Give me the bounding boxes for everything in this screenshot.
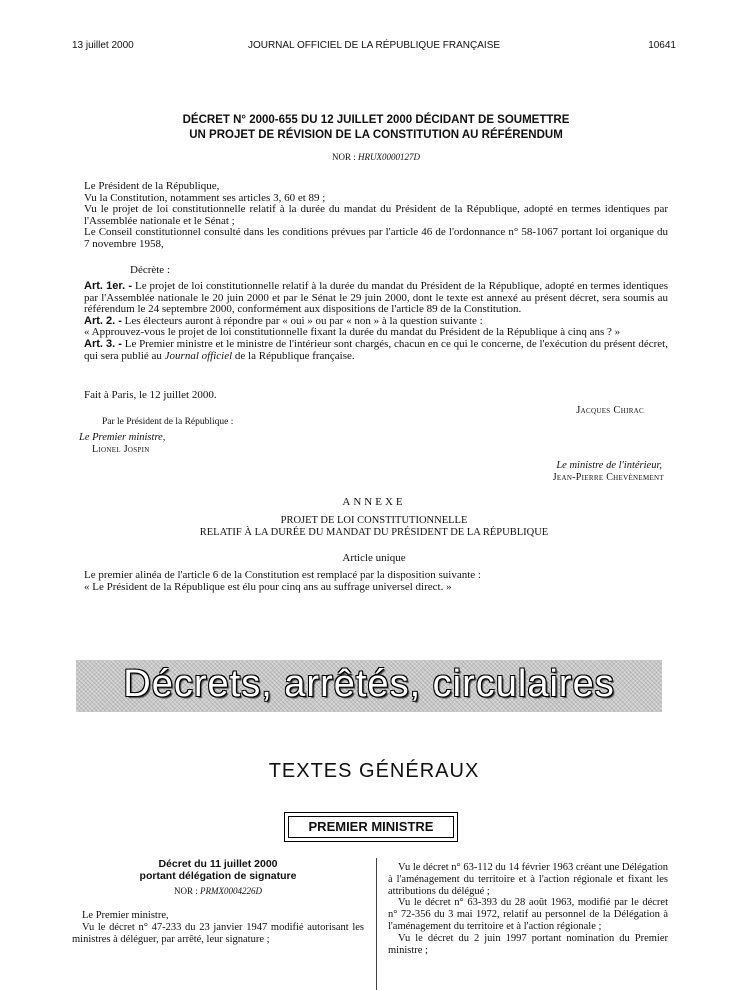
issue-date: 13 juillet 2000 <box>72 40 134 51</box>
preamble-para: Le Président de la République, <box>84 180 220 192</box>
art3-text-a: Le Premier ministre et le ministre de l'intérieur sont chargés, chacun en ce qui le concerne, de l'exécution du présent décret, qui sera publié au <box>84 337 668 362</box>
art3-text-b: de la République française. <box>232 349 355 362</box>
article-3 <box>84 339 668 362</box>
article-1 <box>84 281 668 316</box>
nor-code: PRMX0004226D <box>200 886 262 896</box>
decree-articles <box>84 281 668 362</box>
page-header <box>72 40 676 54</box>
decree2-nor <box>72 886 364 896</box>
nor-code: HRUX0000127D <box>358 152 420 162</box>
projet-line2: RELATIF À LA DURÉE DU MANDAT DU PRÉSIDENT DE LA RÉPUBLIQUE <box>199 527 549 538</box>
right-para: Vu le décret n° 63-112 du 14 février 1963 créant une Délégation à l'aménagement du territoire et à l'action régionale et fixant les attributions du délégué ; <box>388 862 668 897</box>
pm-title: Le Premier ministre, <box>79 432 166 443</box>
journal-title: JOURNAL OFFICIEL DE LA RÉPUBLIQUE FRANÇAISE <box>247 40 501 51</box>
decree2-left-column <box>72 858 364 945</box>
projet-line1: PROJET DE LOI CONSTITUTIONNELLE <box>280 515 468 526</box>
right-para: Vu le décret du 2 juin 1997 portant nomination du Premier ministre ; <box>388 932 668 956</box>
art1-label: Art. 1er. - <box>84 280 133 292</box>
annexe-para: Le premier alinéa de l'article 6 de la Constitution est remplacé par la disposition suivante : <box>84 569 481 581</box>
decree-title <box>84 113 668 143</box>
pm-name: Lionel Jospin <box>92 444 150 455</box>
signatory-president: Jacques Chirac <box>576 405 644 416</box>
annexe-text <box>84 570 668 593</box>
preamble-para: Le Conseil constitutionnel consulté dans les conditions prévues par l'article 46 de l'ordonnance n° 58-1067 portant loi organique du 7 novembre 1958, <box>84 226 668 250</box>
nor-label: NOR : <box>173 886 200 896</box>
decree-title-line1: DÉCRET N° 2000-655 DU 12 JUILLET 2000 DÉCIDANT DE SOUMETTRE <box>182 114 570 126</box>
decree-nor <box>84 152 668 162</box>
page-number: 10641 <box>648 40 676 51</box>
decree-title-line2: UN PROJET DE RÉVISION DE LA CONSTITUTION AU RÉFÉRENDUM <box>189 129 563 141</box>
decree2-title-line1: Décret du 11 juillet 2000 <box>158 858 278 870</box>
ministry-label: PREMIER MINISTRE <box>288 816 454 838</box>
annexe-para: « Le Président de la République est élu pour cinq ans au suffrage universel direct. » <box>84 580 452 593</box>
annexe-projet <box>0 515 748 539</box>
left-para: Le Premier ministre, <box>82 910 169 921</box>
par-le-president: Par le Président de la République : <box>102 417 234 427</box>
nor-label: NOR : <box>331 152 358 162</box>
decree2-title-line2: portant délégation de signature <box>139 870 297 882</box>
ministry-box <box>284 812 458 842</box>
decrete-label: Décrète : <box>130 264 170 276</box>
decree2-right-column <box>388 862 668 956</box>
art3-text-italic: Journal officiel <box>164 349 233 362</box>
art2-text: Les électeurs auront à répondre par « oui » ou par « non » à la question suivante : <box>124 314 483 327</box>
right-para: Vu le décret n° 63-393 du 28 août 1963, modifié par le décret n° 72-356 du 3 mai 1972, relatif au personnel de la Délégation à l'aménagement du territoire et à l'action régionale ; <box>388 897 668 932</box>
art1-text: Le projet de loi constitutionnelle relatif à la durée du mandat du Président de la République, adopté en termes identiques par l'Assemblée nationale le 20 juin 2000 et par le Sénat le 29 juin 2000, dont le texte est annexé au présent décret, sera soumis au référendum le 24 septembre 2000, conformément aux dispositions de l'article 89 de la Constitution. <box>84 280 669 316</box>
banner-text: Décrets, arrêtés, circulaires <box>123 663 615 705</box>
decree2-title <box>72 858 364 882</box>
column-divider <box>376 858 377 990</box>
art2-label: Art. 2. - <box>84 314 122 327</box>
minister-name: Jean-Pierre Chevènement <box>552 472 664 483</box>
annexe-heading: ANNEXE <box>342 496 406 508</box>
art3-label: Art. 3. - <box>84 337 122 350</box>
left-para: Vu le décret n° 47-233 du 23 janvier 1947 modifié autorisant les ministres à déléguer, par arrêté, leur signature ; <box>72 921 364 945</box>
article-unique: Article unique <box>342 552 406 564</box>
fait-a-paris: Fait à Paris, le 12 juillet 2000. <box>84 389 217 401</box>
section-banner <box>76 660 662 712</box>
section-title: TEXTES GÉNÉRAUX <box>268 760 480 782</box>
decree2-left-text <box>72 910 364 945</box>
decree-preamble <box>84 181 668 251</box>
preamble-para: Vu la Constitution, notamment ses articles 3, 60 et 89 ; <box>84 191 326 204</box>
art2-question: « Approuvez-vous le projet de loi constitutionnelle fixant la durée du mandat du Président de la République à cinq ans ? » <box>84 326 621 339</box>
minister-title: Le ministre de l'intérieur, <box>556 460 662 471</box>
preamble-para: Vu le projet de loi constitutionnelle relatif à la durée du mandat du Président de la République, adopté en termes identiques par l'Assemblée nationale et le Sénat ; <box>84 203 668 227</box>
